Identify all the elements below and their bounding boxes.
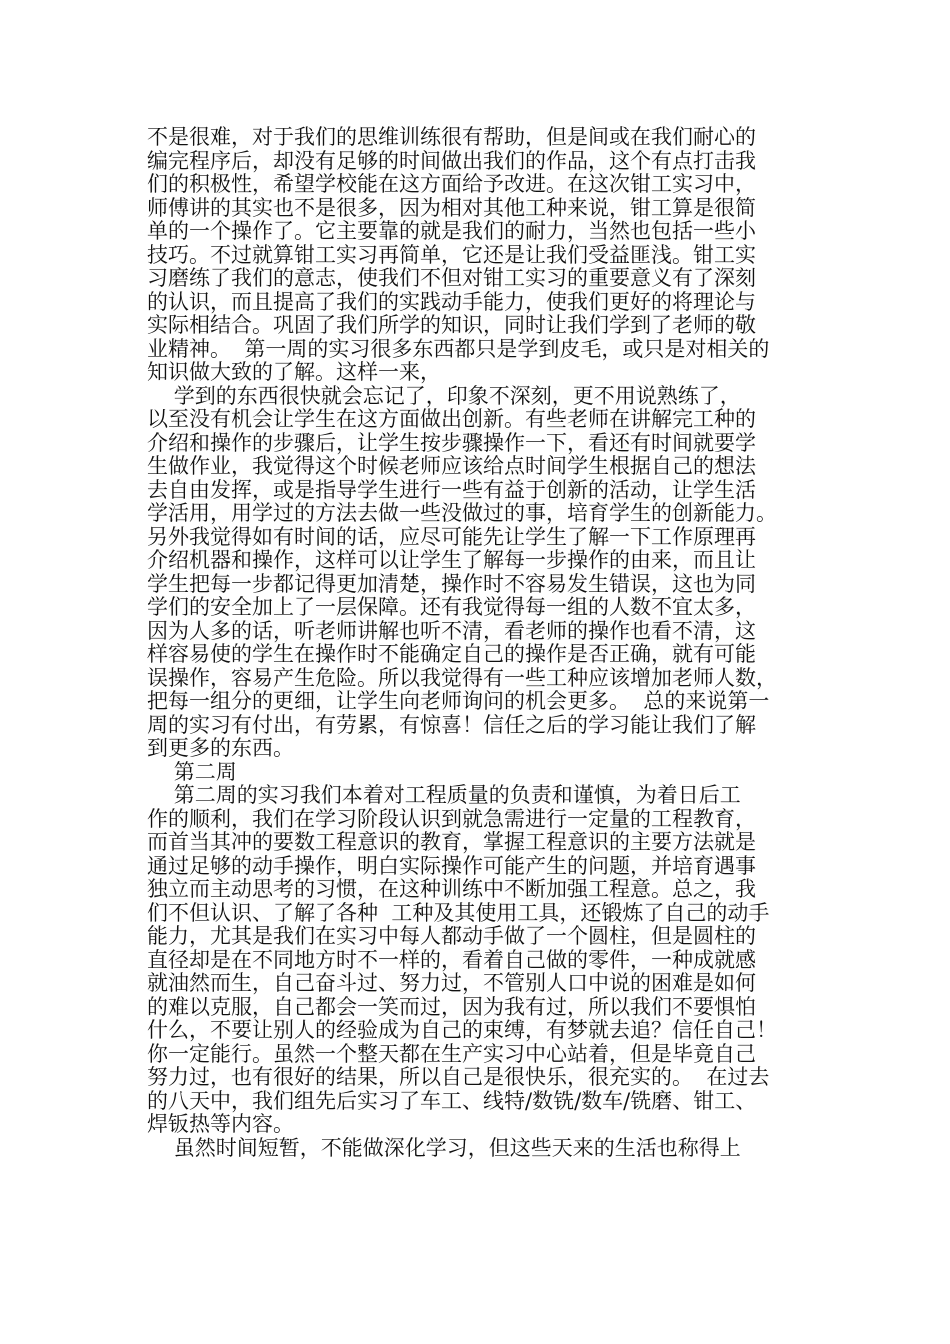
- text-line: 去自由发挥，或是指导学生进行一些有益于创新的活动，让学生活: [147, 477, 756, 502]
- text-line: 努力过，也有很好的结果，所以自己是很快乐，很充实的。 在过去: [147, 1065, 770, 1089]
- text-line: 你一定能行。虽然一个整天都在生产实习中心站着，但是毕竟自己: [147, 1041, 756, 1066]
- text-line: 们不但认识、了解了各种 工种及其使用工具，还锻炼了自己的动手: [147, 900, 770, 925]
- text-line: 技巧。不过就算钳工实习再简单，它还是让我们受益匪浅。钳工实: [147, 242, 756, 267]
- text-line: 学们的安全加上了一层保障。还有我觉得每一组的人数不宜太多，: [147, 595, 756, 619]
- text-line: 作的顺利，我们在学习阶段认识到就急需进行一定量的工程教育，: [147, 806, 756, 831]
- text-line: 单的一个操作了。它主要靠的就是我们的耐力，当然也包括一些小: [147, 219, 756, 243]
- section-heading: 第二周: [147, 759, 237, 784]
- text-line: 们的积极性，希望学校能在这方面给予改进。在这次钳工实习中，: [147, 172, 756, 196]
- text-line: 直径却是在不同地方时不一样的，看着自己做的零件，一种成就感: [147, 947, 756, 972]
- text-line: 什么，不要让别人的经验成为自己的束缚，有梦就去追？信任自己！: [147, 1018, 777, 1042]
- body-text: [147, 126, 827, 1160]
- text-line: 第二周的实习我们本着对工程质量的负责和谨慎，为着日后工: [147, 783, 741, 807]
- text-line: 习磨练了我们的意志，使我们不但对钳工实习的重要意义有了深刻: [147, 266, 756, 290]
- text-line: 以至没有机会让学生在这方面做出创新。有些老师在讲解完工种的: [147, 407, 756, 431]
- text-line: 的八天中，我们组先后实习了车工、线特/数铣/数车/铣磨、钳工、: [147, 1088, 757, 1113]
- text-line: 虽然时间短暂，不能做深化学习，但这些天来的生活也称得上: [147, 1135, 741, 1160]
- text-line: 学活用，用学过的方法去做一些没做过的事，培育学生的创新能力。: [147, 501, 777, 525]
- text-line: 就油然而生，自己奋斗过、努力过，不管别人口中说的困难是如何: [147, 971, 756, 995]
- text-line: 学生把每一步都记得更加清楚，操作时不容易发生错误，这也为同: [147, 571, 756, 596]
- text-line: 因为人多的话，听老师讲解也听不清，看老师的操作也看不清，这: [147, 618, 756, 643]
- text-line: 独立而主动思考的习惯，在这种训练中不断加强工程意。总之，我: [147, 877, 756, 901]
- text-line: 焊钣热等内容。: [147, 1112, 294, 1136]
- text-line: 编完程序后，却没有足够的时间做出我们的作品，这个有点打击我: [147, 148, 756, 173]
- text-line: 的认识，而且提高了我们的实践动手能力，使我们更好的将理论与: [147, 289, 756, 314]
- text-line: 误操作，容易产生危险。所以我觉得有一些工种应该增加老师人数，: [147, 665, 777, 690]
- text-line: 实际相结合。巩固了我们所学的知识，同时让我们学到了老师的敬: [147, 313, 756, 337]
- text-line: 到更多的东西。: [147, 736, 294, 760]
- text-line: 的难以克服，自己都会一笑而过，因为我有过，所以我们不要惧怕: [147, 994, 756, 1019]
- text-line: 另外我觉得如有时间的话，应尽可能先让学生了解一下工作原理再: [147, 524, 756, 549]
- text-line: 知识做大致的了解。这样一来，: [147, 360, 441, 384]
- text-line: 业精神。 第一周的实习很多东西都只是学到皮毛，或只是对相关的: [147, 336, 770, 361]
- text-line: 师傅讲的其实也不是很多，因为相对其他工种来说，钳工算是很简: [147, 195, 756, 220]
- text-line: 而首当其冲的要数工程意识的教育，掌握工程意识的主要方法就是: [147, 830, 756, 854]
- text-line: 介绍和操作的步骤后，让学生按步骤操作一下，看还有时间就要学: [147, 430, 756, 455]
- text-line: 样容易使的学生在操作时不能确定自己的操作是否正确，就有可能: [147, 642, 756, 666]
- text-line: 不是很难，对于我们的思维训练很有帮助，但是间或在我们耐心的: [147, 125, 756, 149]
- text-line: 介绍机器和操作，这样可以让学生了解每一步操作的由来，而且让: [147, 548, 756, 572]
- text-line: 把每一组分的更细，让学生向老师询问的机会更多。 总的来说第一: [147, 689, 770, 713]
- text-line: 通过足够的动手操作，明白实际操作可能产生的问题，并培育遇事: [147, 853, 756, 878]
- text-line: 学到的东西很快就会忘记了，印象不深刻，更不用说熟练了，: [147, 383, 741, 408]
- text-line: 能力，尤其是我们在实习中每人都动手做了一个圆柱，但是圆柱的: [147, 924, 756, 948]
- text-line: 周的实习有付出，有劳累，有惊喜！信任之后的学习能让我们了解: [147, 712, 756, 737]
- text-line: 生做作业，我觉得这个时候老师应该给点时间学生根据自己的想法: [147, 454, 756, 478]
